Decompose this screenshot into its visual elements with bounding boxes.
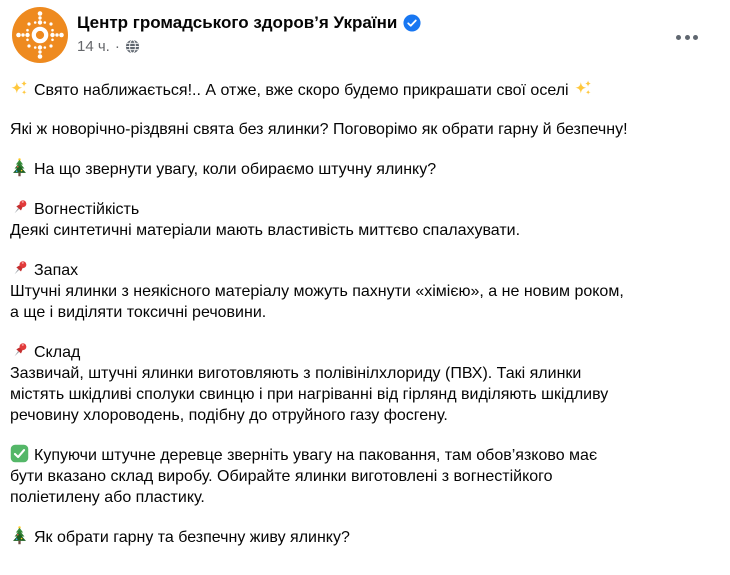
post-paragraph bbox=[10, 341, 630, 426]
header-text bbox=[77, 7, 421, 56]
post-text: Штучні ялинки з неякісного матеріалу можуть пахнути «хімією», а не новим роком, а ще і виділяти токсичні речовини. bbox=[10, 283, 624, 321]
globe-icon bbox=[125, 39, 140, 54]
post-paragraph bbox=[10, 158, 630, 180]
page-name-link[interactable]: Центр громадського здоров’я України bbox=[77, 13, 398, 32]
post-text: Які ж новорічно-різдвяні свята без ялинки? Поговорімо як обрати гарну й безпечну! bbox=[10, 121, 628, 138]
post-paragraph bbox=[10, 526, 630, 548]
post-paragraph bbox=[10, 259, 630, 323]
pushpin-icon bbox=[10, 341, 29, 360]
pushpin-icon bbox=[10, 198, 29, 217]
post-paragraph bbox=[10, 198, 630, 241]
post-paragraph bbox=[10, 444, 630, 508]
post-content bbox=[0, 79, 730, 548]
check-mark-icon bbox=[10, 444, 29, 463]
page-avatar[interactable] bbox=[12, 7, 68, 63]
post-text: На що звернути увагу, коли обираємо штучну ялинку? bbox=[34, 161, 437, 178]
post-options-button[interactable] bbox=[672, 31, 702, 44]
post-text: Склад bbox=[34, 344, 81, 361]
sparkles-icon bbox=[574, 79, 593, 98]
sparkles-icon bbox=[10, 79, 29, 98]
post-paragraph bbox=[10, 79, 630, 101]
post-timestamp[interactable]: 14 ч. bbox=[77, 38, 110, 55]
post-text: Зазвичай, штучні ялинки виготовляють з полівінілхлориду (ПВХ). Такі ялинки містять шкідливі сполуки свинцю і при нагріванні від гірлянд виділяють шкідливу речовину хлороводень, подібну до отруйного газу фосгену. bbox=[10, 365, 609, 424]
pushpin-icon bbox=[10, 259, 29, 278]
post-header bbox=[0, 0, 730, 63]
verified-badge-icon bbox=[403, 14, 421, 32]
post-paragraph bbox=[10, 119, 630, 140]
post-text: Вогнестійкість bbox=[34, 201, 140, 218]
post-text: Як обрати гарну та безпечну живу ялинку? bbox=[34, 529, 350, 546]
christmas-tree-icon bbox=[10, 526, 29, 545]
post-text: Купуючи штучне деревце зверніть увагу на паковання, там обов’язково має бути вказано склад виробу. Обирайте ялинки виготовлені з вогнестійкого поліетилену або пластику. bbox=[10, 447, 598, 506]
meta-separator: · bbox=[114, 38, 120, 55]
three-dots-icon bbox=[676, 35, 698, 40]
christmas-tree-icon bbox=[10, 158, 29, 177]
post-text: Свято наближається!.. А отже, вже скоро будемо прикрашати свої оселі bbox=[34, 82, 569, 99]
post-text: Деякі синтетичні матеріали мають властивість миттєво спалахувати. bbox=[10, 222, 521, 239]
phc-ukraine-logo bbox=[12, 7, 68, 63]
post-text: Запах bbox=[34, 262, 79, 279]
